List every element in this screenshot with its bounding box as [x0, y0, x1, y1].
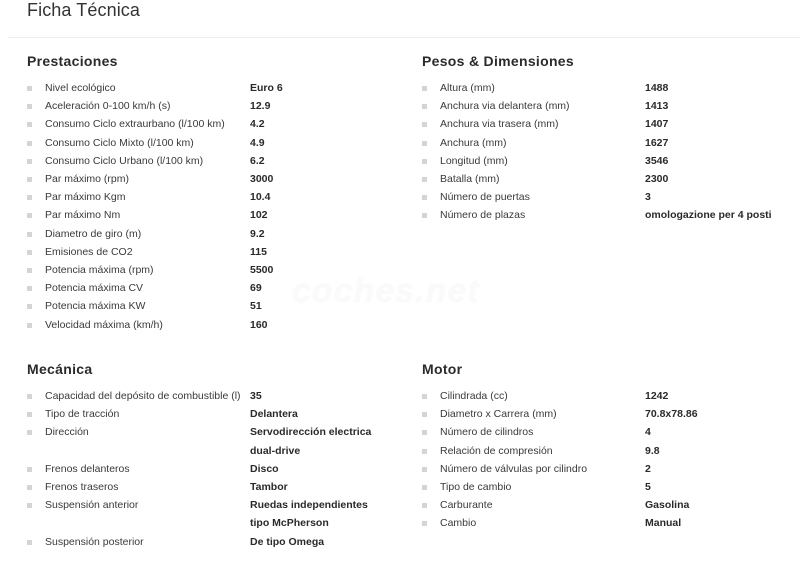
spec-value: 115: [250, 245, 267, 258]
spec-row: [422, 206, 792, 224]
spec-list: [27, 79, 397, 334]
spec-row: [422, 188, 792, 206]
spec-value: 5: [645, 481, 651, 494]
spec-row: [27, 152, 397, 170]
bullet-square-icon: [27, 533, 45, 551]
spec-label: Consumo Ciclo Urbano (l/100 km): [45, 154, 204, 167]
section-heading: Prestaciones: [27, 53, 118, 69]
section-mecanica: [27, 359, 397, 551]
spec-label: Anchura via delantera (mm): [440, 100, 570, 113]
spec-value: De tipo Omega: [250, 535, 325, 548]
bullet-square-icon: [422, 496, 440, 514]
bullet-square-icon: [422, 134, 440, 152]
spec-value: 69: [250, 282, 262, 295]
bullet-square-icon: [422, 514, 440, 532]
spec-label: Consumo Ciclo Mixto (l/100 km): [45, 136, 194, 149]
spec-row: [422, 79, 792, 97]
spec-row: [422, 97, 792, 115]
spec-value: 4.2: [250, 118, 265, 131]
spec-row: [27, 478, 397, 496]
bullet-square-icon: [27, 279, 45, 297]
spec-row: [422, 442, 792, 460]
spec-value: Tambor: [250, 481, 288, 494]
bullet-square-icon: [27, 460, 45, 478]
spec-value: omologazione per 4 posti: [645, 209, 772, 222]
spec-row: [27, 115, 397, 133]
spec-value: 3000: [250, 173, 274, 186]
spec-value: 2: [645, 462, 651, 475]
bullet-square-icon: [422, 442, 440, 460]
spec-value: 35: [250, 390, 262, 402]
spec-label: Par máximo Kgm: [45, 191, 126, 204]
spec-label: Anchura via trasera (mm): [440, 118, 559, 131]
spec-list: [422, 387, 792, 533]
spec-row: [27, 97, 397, 115]
section-pesos-dimensiones: [422, 51, 792, 225]
spec-row: [422, 170, 792, 188]
spec-row: [27, 261, 397, 279]
spec-label: Carburante: [440, 499, 493, 512]
spec-value: 1627: [645, 136, 669, 149]
spec-value: 9.8: [645, 444, 660, 457]
bullet-square-icon: [27, 243, 45, 261]
spec-row: [27, 297, 397, 315]
section-heading: Mecánica: [27, 361, 93, 377]
spec-row: [27, 279, 397, 297]
bullet-square-icon: [27, 206, 45, 224]
spec-row: [422, 115, 792, 133]
section-heading: Motor: [422, 361, 463, 377]
bullet-square-icon: [27, 387, 45, 405]
spec-row: [422, 405, 792, 423]
spec-label: Nivel ecológico: [45, 82, 116, 94]
bullet-square-icon: [27, 134, 45, 152]
spec-row: [27, 79, 397, 97]
bullet-square-icon: [27, 496, 45, 532]
bullet-square-icon: [422, 405, 440, 423]
spec-label: Número de cilindros: [440, 426, 534, 439]
bullet-square-icon: [422, 79, 440, 97]
spec-value: 1488: [645, 82, 669, 94]
spec-value: 3: [645, 191, 651, 204]
spec-label: Longitud (mm): [440, 154, 508, 167]
spec-value: 12.9: [250, 100, 271, 113]
bullet-square-icon: [27, 79, 45, 97]
spec-row: [27, 225, 397, 243]
bullet-square-icon: [27, 316, 45, 334]
spec-label: Frenos traseros: [45, 481, 119, 494]
spec-label: Velocidad máxima (km/h): [45, 318, 163, 331]
spec-value: Manual: [645, 517, 682, 530]
bullet-square-icon: [27, 261, 45, 279]
spec-label: Par máximo Nm: [45, 209, 121, 222]
spec-label: Cilindrada (cc): [440, 390, 508, 402]
spec-label: Altura (mm): [440, 82, 495, 94]
bullet-square-icon: [422, 423, 440, 441]
spec-value: 102: [250, 209, 268, 222]
spec-value: 1407: [645, 118, 669, 131]
spec-label: Diametro x Carrera (mm): [440, 408, 557, 421]
spec-row: [422, 152, 792, 170]
spec-label: Par máximo (rpm): [45, 173, 130, 186]
spec-value: 4: [645, 426, 651, 439]
bullet-square-icon: [27, 225, 45, 243]
spec-value: 3546: [645, 154, 669, 167]
section-heading: Pesos & Dimensiones: [422, 53, 574, 69]
spec-label: Dirección: [45, 426, 89, 439]
bullet-square-icon: [422, 170, 440, 188]
spec-label: Capacidad del depósito de combustible (l): [45, 390, 241, 402]
spec-row: [27, 188, 397, 206]
bullet-square-icon: [27, 115, 45, 133]
spec-list: [422, 79, 792, 225]
bullet-square-icon: [422, 387, 440, 405]
spec-value: Gasolina: [645, 499, 690, 512]
spec-row: [27, 170, 397, 188]
bullet-square-icon: [27, 405, 45, 423]
spec-value: 5500: [250, 264, 274, 277]
spec-value: Disco: [250, 462, 279, 475]
spec-value: 2300: [645, 173, 669, 186]
spec-value: 6.2: [250, 154, 265, 167]
spec-row: [422, 478, 792, 496]
bullet-square-icon: [27, 97, 45, 115]
spec-value: 9.2: [250, 227, 265, 240]
spec-label: Número de válvulas por cilindro: [440, 462, 588, 475]
bullet-square-icon: [422, 152, 440, 170]
bullet-square-icon: [27, 188, 45, 206]
spec-label: Anchura (mm): [440, 136, 507, 149]
spec-label: Número de plazas: [440, 209, 526, 222]
bullet-square-icon: [422, 460, 440, 478]
bullet-square-icon: [422, 97, 440, 115]
spec-value: 4.9: [250, 136, 265, 149]
spec-label: Cambio: [440, 517, 477, 530]
spec-row: [27, 460, 397, 478]
spec-value: Servodirección electrica dual-drive: [250, 426, 372, 457]
spec-label: Potencia máxima CV: [45, 282, 144, 295]
spec-row: [422, 514, 792, 532]
spec-label: Batalla (mm): [440, 173, 500, 186]
spec-row: [422, 496, 792, 514]
spec-label: Número de puertas: [440, 191, 530, 204]
page-title: Ficha Técnica: [27, 0, 141, 20]
bullet-square-icon: [27, 170, 45, 188]
bullet-square-icon: [422, 478, 440, 496]
spec-row: [422, 387, 792, 405]
spec-value: Delantera: [250, 408, 298, 421]
spec-label: Potencia máxima KW: [45, 300, 146, 313]
bullet-square-icon: [27, 152, 45, 170]
bullet-square-icon: [27, 297, 45, 315]
spec-row: [27, 405, 397, 423]
spec-label: Relación de compresión: [440, 444, 553, 457]
spec-row: [27, 423, 397, 459]
spec-row: [27, 496, 397, 532]
spec-label: Suspensión posterior: [45, 535, 144, 548]
spec-value: Euro 6: [250, 82, 283, 94]
spec-row: [27, 533, 397, 551]
spec-label: Frenos delanteros: [45, 462, 130, 475]
spec-value: Ruedas independientes tipo McPherson: [250, 499, 368, 530]
spec-label: Suspensión anterior: [45, 499, 139, 512]
bullet-square-icon: [27, 423, 45, 459]
spec-row: [27, 206, 397, 224]
spec-value: 70.8x78.86: [645, 408, 698, 421]
spec-label: Aceleración 0-100 km/h (s): [45, 100, 171, 113]
spec-row: [422, 423, 792, 441]
spec-value: 10.4: [250, 191, 271, 204]
spec-label: Tipo de cambio: [440, 481, 512, 494]
spec-label: Consumo Ciclo extraurbano (l/100 km): [45, 118, 225, 131]
spec-label: Tipo de tracción: [45, 408, 120, 421]
watermark-logo: coches.net: [292, 272, 480, 310]
spec-value: 51: [250, 300, 262, 313]
spec-row: [422, 134, 792, 152]
spec-label: Diametro de giro (m): [45, 227, 142, 240]
spec-value: 1242: [645, 390, 669, 402]
spec-label: Potencia máxima (rpm): [45, 264, 154, 277]
spec-row: [27, 387, 397, 405]
spec-value: 160: [250, 318, 268, 331]
spec-row: [27, 134, 397, 152]
spec-list: [27, 387, 397, 551]
spec-row: [27, 316, 397, 334]
bullet-square-icon: [422, 206, 440, 224]
spec-value: 1413: [645, 100, 669, 113]
spec-label: Emisiones de CO2: [45, 245, 133, 258]
bullet-square-icon: [27, 478, 45, 496]
spec-row: [422, 460, 792, 478]
section-prestaciones: [27, 51, 397, 334]
section-motor: [422, 359, 792, 533]
bullet-square-icon: [422, 188, 440, 206]
bullet-square-icon: [422, 115, 440, 133]
header-divider: [8, 37, 800, 38]
spec-row: [27, 243, 397, 261]
